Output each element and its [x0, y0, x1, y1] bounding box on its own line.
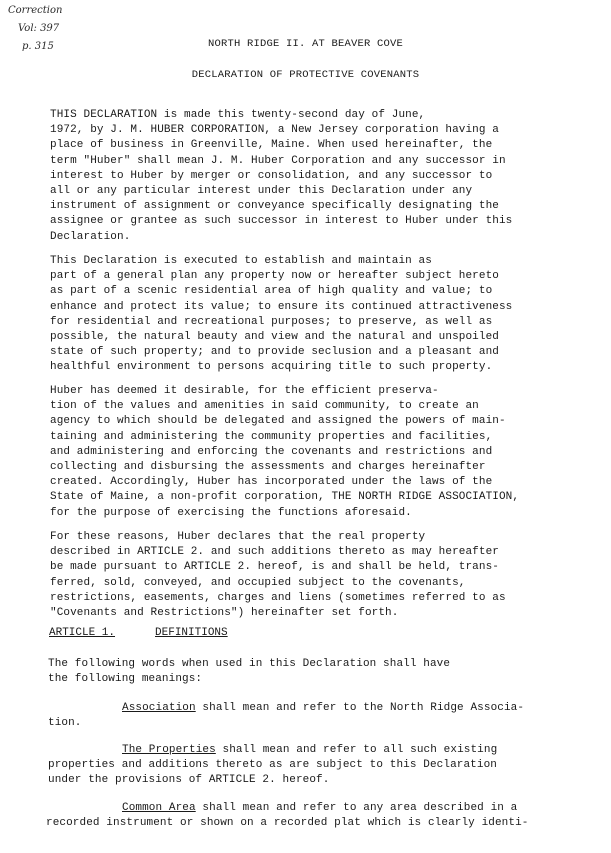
handwritten-note-line1: Correction	[8, 5, 63, 16]
definition-properties-cont: properties and additions thereto as are subject to this Declaration under the provisions of ARTICLE 2. hereof.	[48, 759, 497, 787]
definition-term-properties: The Properties	[122, 744, 216, 756]
document-title: NORTH RIDGE II. AT BEAVER COVE	[207, 38, 404, 50]
definition-text-association: shall mean and refer to the North Ridge Associa-	[195, 702, 525, 714]
paragraph-declaration: THIS DECLARATION is made this twenty-second day of June, 1972, by J. M. HUBER CORPORATION, a New Jersey corporation having a place of business in Greenville, Maine. When used hereinafter, the term "Huber" shall mean J. M. Huber Corporation and any successor in interest to Huber by merger or consolidation, and any successor to all or any particular interest under this Declaration under any instrument of assignment or conveyance specifically designating the assignee or grantee as such successor in interest to Huber under this Declaration.	[50, 109, 513, 243]
handwritten-note-line2: Vol: 397	[18, 23, 60, 34]
paragraph-purpose: This Declaration is executed to establish and maintain as part of a general plan any property now or hereafter subject hereto as part of a scenic residential area of high quality and value; to enhance and protect its value; to ensure its continued attractiveness for residential and recreational purposes; to preserve, as well as possible, the natural beauty and view and the natural and unspoiled state of such property; and to provide seclusion and a pleasant and healthful environment to persons acquiring title to such property.	[50, 255, 513, 374]
definition-common-area	[122, 801, 592, 816]
paragraph-association: Huber has deemed it desirable, for the efficient preserva- tion of the values and amenities in said community, to create an agency to which should be delegated and assigned the powers of main- taining and administering the community properties and facilities, and administering and enforcing the covenants and restrictions and collecting and disbursing the assessments and charges hereinafter created. Accordingly, Huber has incorporated under the laws of the State of Maine, a non-profit corporation, THE NORTH RIDGE ASSOCIATION, for the purpose of exercising the functions aforesaid.	[50, 385, 520, 519]
article-number: ARTICLE 1.	[49, 627, 116, 639]
definition-association-cont: tion.	[48, 717, 82, 729]
definition-text-properties: shall mean and refer to all such existing	[215, 744, 498, 756]
definition-common-area-cont: recorded instrument or shown on a recorded plat which is clearly identi-	[46, 817, 529, 829]
article-heading	[49, 627, 228, 639]
definition-term-common-area: Common Area	[122, 802, 196, 814]
article-title: DEFINITIONS	[155, 627, 228, 639]
definition-term-association: Association	[122, 702, 196, 714]
handwritten-note-line3: p. 315	[22, 41, 54, 52]
definition-properties	[122, 743, 592, 758]
definition-association	[122, 701, 592, 716]
document-subtitle: DECLARATION OF PROTECTIVE COVENANTS	[191, 69, 420, 81]
paragraph-reasons: For these reasons, Huber declares that the real property described in ARTICLE 2. and such additions thereto as may hereafter be made pursuant to ARTICLE 2. hereof, is and shall be held, trans- ferred, sold, conveyed, and occupied subject to the covenants, restrictions, easements, charges and liens (sometimes referred to as "Covenants and Restrictions") hereinafter set forth.	[50, 531, 506, 620]
definition-text-common-area: shall mean and refer to any area described in a	[195, 802, 518, 814]
definitions-intro: The following words when used in this Declaration shall have the following meanings:	[48, 658, 451, 686]
